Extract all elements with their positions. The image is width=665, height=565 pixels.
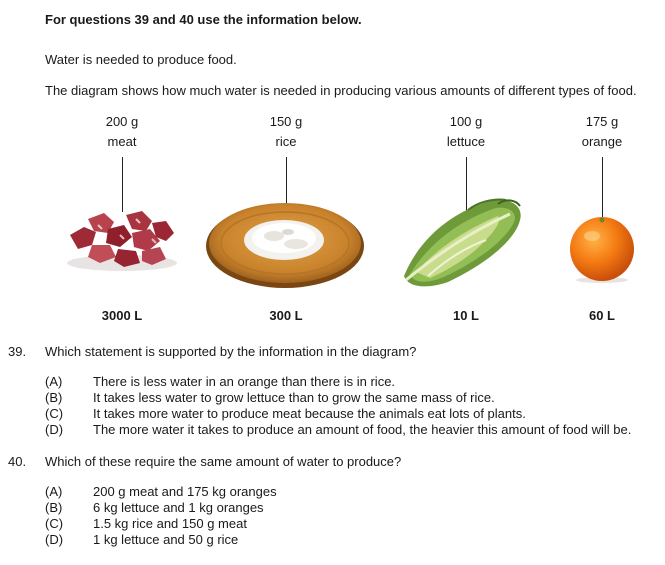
meat-image [62,205,180,275]
orange-image [566,214,638,284]
q40-option-b-letter: (B) [45,500,63,515]
q39-option-b-text: It takes less water to grow lettuce than to grow the same mass of rice. [93,390,495,405]
food-amount: 200 g [105,114,139,129]
intro-line-2: The diagram shows how much water is needed in producing various amounts of different types of food. [45,83,637,98]
food-label-meat [62,112,182,152]
food-label-orange [542,112,662,152]
water-amount-lettuce: 10 L [452,308,479,323]
q39-option-d-text: The more water it takes to produce an amount of food, the heavier this amount of food will be. [93,422,632,437]
q40-option-a-letter: (A) [45,484,63,499]
intro-line-1: Water is needed to produce food. [45,52,237,67]
q40-option-a-text: 200 g meat and 175 kg oranges [93,484,277,499]
food-label-rice [226,112,346,152]
water-amount-orange: 60 L [588,308,615,323]
pointer-line-orange [602,157,603,217]
food-name: orange [581,134,623,149]
q39-option-c-letter: (C) [45,406,64,421]
question-40-text: Which of these require the same amount of water to produce? [45,454,402,469]
question-39-number: 39. [8,344,27,359]
lettuce-image [398,192,528,290]
food-label-lettuce [406,112,526,152]
food-name: meat [107,134,137,149]
q39-option-c-text: It takes more water to produce meat because the animals eat lots of plants. [93,406,526,421]
q40-option-b-text: 6 kg lettuce and 1 kg oranges [93,500,264,515]
question-39-text: Which statement is supported by the information in the diagram? [45,344,417,359]
food-name: rice [275,134,297,149]
question-40-number: 40. [8,454,27,469]
q40-option-c-letter: (C) [45,516,64,531]
pointer-line-meat [122,157,123,212]
q40-option-d-text: 1 kg lettuce and 50 g rice [93,532,239,547]
food-amount: 175 g [585,114,619,129]
food-amount: 150 g [269,114,303,129]
food-amount: 100 g [449,114,483,129]
q39-option-a-text: There is less water in an orange than there is in rice. [93,374,396,389]
q40-option-c-text: 1.5 kg rice and 150 g meat [93,516,247,531]
food-name: lettuce [446,134,486,149]
q40-option-d-letter: (D) [45,532,64,547]
q39-option-b-letter: (B) [45,390,63,405]
q39-option-d-letter: (D) [45,422,64,437]
water-amount-meat: 3000 L [101,308,143,323]
rice-bowl-image [204,196,366,290]
water-amount-rice: 300 L [269,308,303,323]
intro-heading: For questions 39 and 40 use the information below. [45,12,362,27]
q39-option-a-letter: (A) [45,374,63,389]
